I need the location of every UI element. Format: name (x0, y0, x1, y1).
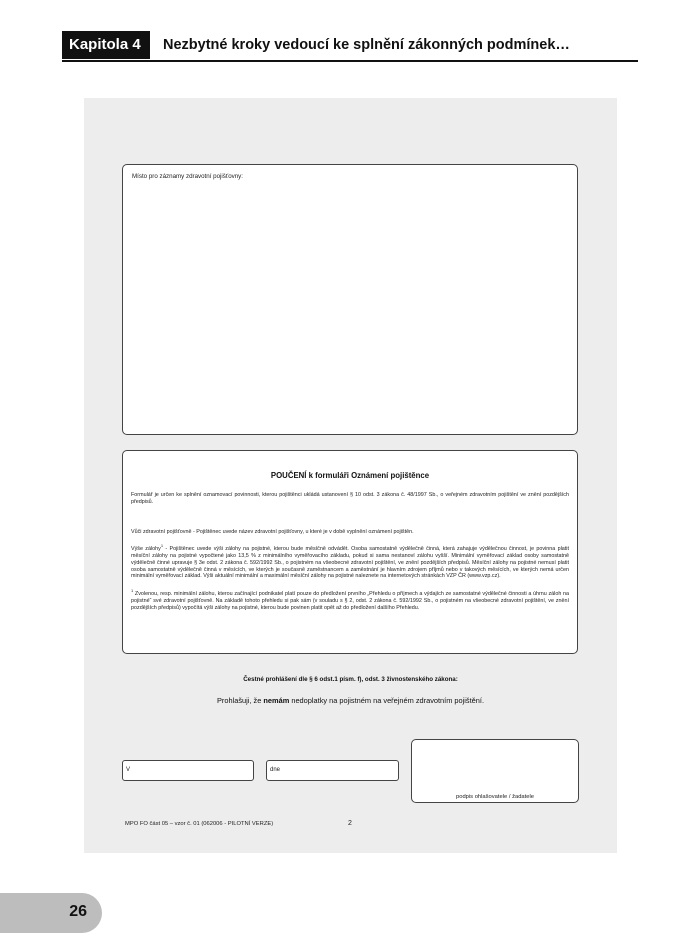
date-label: dne (270, 767, 281, 773)
form-page (84, 98, 617, 853)
notice-title: POUČENÍ k formuláři Oznámení pojištěnce (270, 471, 430, 480)
page-number: 26 (69, 903, 87, 920)
page-number-tab (0, 893, 102, 933)
declaration-text-bold: nemám (263, 696, 290, 705)
footnote-mark: 1 (131, 588, 134, 594)
advance-lead: Výše zálohy (131, 546, 161, 553)
notice-box (122, 450, 578, 654)
form-page-number: 2 (348, 820, 352, 827)
form-footer-code: MPO FO část 05 – vzor č. 01 (062006 - PILOTNÍ VERZE) (125, 821, 274, 827)
chapter-tag: Kapitola 4 (62, 31, 150, 59)
notice-paragraph-insurer: Vůči zdravotní pojišťovně - Pojištěnec uvede název zdravotní pojišťovny, u které je v době vyplnění oznámení pojištěn. (131, 528, 414, 535)
footnote-text: Zvolenou, resp. minimální zálohu, kterou začínající podnikatel platí pouze do předložení prvního „Přehledu o příjmech a výdajích ze samostatné výdělečné činnosti a úhrnu záloh na pojistné“ své zdravotní pojišťovně. Na základě tohoto přehledu si pak sám (v souladu s § 2, odst. 2 zákona č. 592/1992 Sb., o pojistném na všeobecné zdravotní pojištění, ve znění pozdějších předpisů) vypočítá výši zálohy na pojistné, kterou bude povinen platit opět až do předložení dalšího Přehledu. (131, 590, 569, 611)
place-field[interactable] (122, 760, 254, 781)
footnote-ref: 1 (160, 543, 164, 549)
records-box (122, 164, 578, 435)
signature-label: podpis ohlašovatele / žadatele (456, 794, 534, 800)
chapter-title: Nezbytné kroky vedoucí ke splnění zákonných podmínek… (163, 37, 570, 53)
notice-footnote (131, 588, 569, 611)
notice-paragraph-advance (131, 543, 569, 580)
declaration-text (84, 696, 617, 705)
notice-paragraph-purpose: Formulář je určen ke splnění oznamovací povinnosti, kterou pojištěnci ukládá ustanovení § 10 odst. 3 zákona č. 48/1997 Sb., o veřejném zdravotním pojištění ve znění pozdějších předpisů. (131, 492, 569, 505)
declaration-text-after: nedoplatky na pojistném na veřejném zdravotním pojištění. (289, 696, 485, 705)
header-rule (62, 60, 638, 62)
declaration-text-before: Prohlašuji, že (216, 696, 264, 705)
signature-field[interactable] (411, 739, 579, 803)
date-field[interactable] (266, 760, 399, 781)
place-label: V (126, 767, 131, 773)
advance-text: - Pojištěnec uvede výši zálohy na pojistné, kterou bude měsíčně odvádět. Osoba samostatně výdělečně činná, která zahajuje výdělečnou činnost, je povinna platit měsíční zálohy na pojistné vypočtené jako 13,5 % z minimálního vyměřovacího základu, pokud si sama nestanoví zálohu vyšší. Minimální vyměřovací základ osoby samostatně výdělečně činné upravuje § 3e odst. 2 zákona č. 592/1992 Sb., o pojistném na všeobecné zdravotní pojištění, ve znění pozdějších předpisů. Měsíční zálohy na pojistné nemusí platit osoba samostatně výdělečně činná v měsících, ve kterých je současně zaměstnancem a zaměstnání je hlavním zdrojem příjmů nebo v takových měsících, ve kterých nemá určen minimální vyměřovací základ. Výši aktuální minimální a maximální měsíční zálohy na pojistné naleznete na internetových stránkách VZP ČR (www.vzp.cz). (131, 546, 569, 580)
records-label: Místo pro záznamy zdravotní pojišťovny: (132, 173, 243, 180)
declaration-title: Čestné prohlášení dle § 6 odst.1 písm. f), odst. 3 živnostenského zákona: (243, 676, 458, 683)
